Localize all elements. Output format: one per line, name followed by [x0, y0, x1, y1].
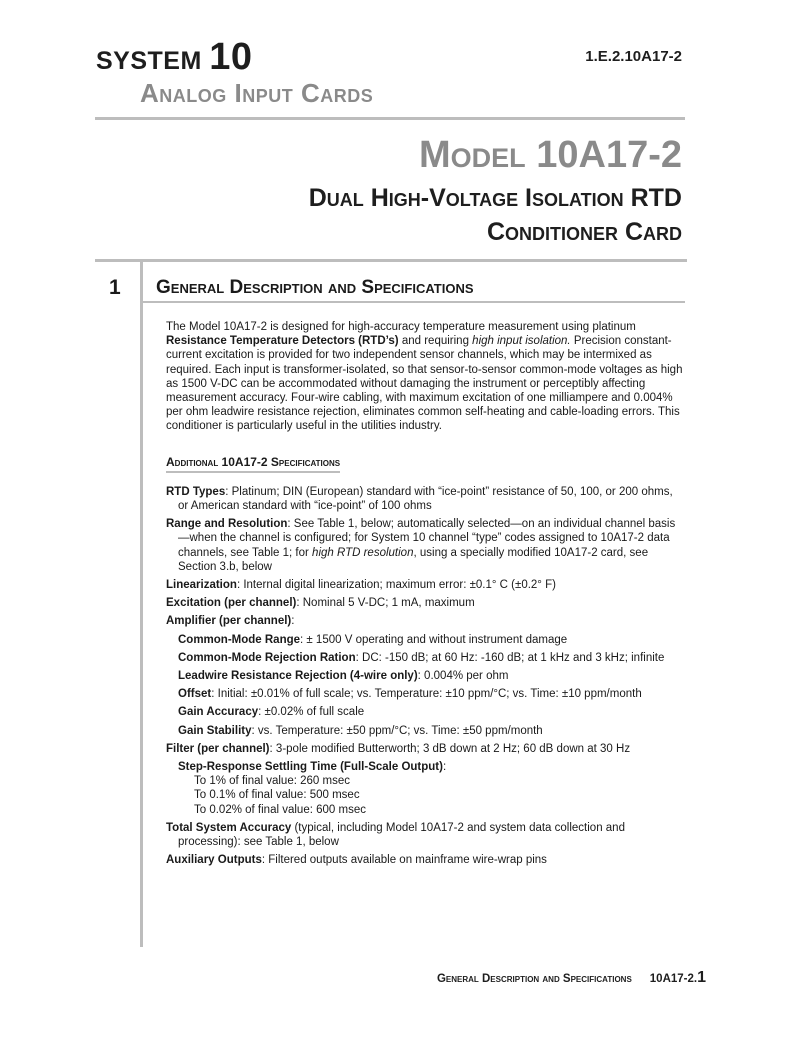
model-title: Model 10A17-2 [419, 134, 682, 176]
system-title: SYSTEM 10 [96, 36, 253, 78]
card-title-line2: Conditioner Card [486, 218, 682, 246]
spec-common-mode-range: Common-Mode Range: ± 1500 V operating and without instrument damage [178, 633, 568, 646]
specs-heading: Additional 10A17-2 Specifications [166, 455, 340, 473]
spec-excitation: Excitation (per channel): Nominal 5 V-DC; 1 mA, maximum [166, 597, 475, 610]
page-number: 10A17-2.1 [649, 969, 706, 986]
section-title: General Description and Specifications [156, 277, 474, 298]
spec-filter: Filter (per channel): 3-pole modified Butterworth; 3 dB down at 2 Hz; 60 dB down at 30 Hz [166, 742, 631, 755]
spec-amplifier: Amplifier (per channel): [166, 615, 295, 628]
section-number: 1 [109, 276, 121, 299]
spec-leadwire-rejection: Leadwire Resistance Rejection (4-wire only): 0.004% per ohm [178, 670, 509, 683]
intro-paragraph: The Model 10A17-2 is designed for high-accuracy temperature measurement using platinum Resistance Temperature Detectors (RTD’s) and requiring high input isolation. Precision constant-current excitation is provided for two independent sensor channels, which may be intermixed as required. Each input is transformer-isolated, so that sensor-to-sensor common-mode voltages as high as 1500 V-DC can be accommodated without damaging the instrument or perceptibly affecting measurement accuracy. Four-wire cabling, with maximum excitation of one milliampere and 0.004% per ohm leadwire resistance rejection, eliminates common self-heating and cable-loading errors. This conditioner is particularly useful in the utilities industry. [166, 321, 683, 433]
page-footer [437, 969, 706, 987]
section-margin-bar [140, 262, 143, 947]
spec-linearization: Linearization: Internal digital linearization; maximum error: ±0.1° C (±0.2° F) [166, 579, 556, 592]
spec-aux-outputs: Auxiliary Outputs: Filtered outputs available on mainframe wire-wrap pins [166, 854, 547, 867]
settling-0-1pct: To 0.1% of final value: 500 msec [194, 789, 360, 802]
document-id: 1.E.2.10A17-2 [585, 48, 682, 65]
spec-gain-stability: Gain Stability: vs. Temperature: ±50 ppm/°C; vs. Time: ±50 ppm/month [178, 724, 543, 737]
settling-0-02pct: To 0.02% of final value: 600 msec [194, 803, 366, 816]
spec-rtd-types: RTD Types: Platinum; DIN (European) standard with “ice-point” resistance of 50, 100, or 200 ohms, or American standard with “ice-point” of 100 ohms [166, 485, 673, 513]
section-content [166, 320, 686, 868]
settling-1pct: To 1% of final value: 260 msec [194, 775, 350, 788]
spec-gain-accuracy: Gain Accuracy: ±0.02% of full scale [178, 706, 365, 719]
model-number: 10A17-2 [536, 134, 682, 176]
header-divider [95, 117, 685, 120]
footer-title: General Description and Specifications [436, 973, 632, 985]
spec-total-accuracy: Total System Accuracy (typical, including Model 10A17-2 and system data collection and processing): see Table 1, below [166, 821, 625, 849]
spec-settling-time: Step-Response Settling Time (Full-Scale Output): [178, 761, 447, 774]
spec-range-resolution: Range and Resolution: See Table 1, below; automatically selected—on an individual channel basis—when the channel is configured; for System 10 channel “type” codes assigned to 10A17-2 data channels, see Table 1; for high RTD resolution, using a specially modified 10A17-2 card, see Section 3.b, below [166, 518, 676, 573]
system-number: 10 [209, 36, 253, 78]
section-divider [95, 259, 687, 262]
spec-cmrr: Common-Mode Rejection Ration: DC: -150 dB; at 60 Hz: -160 dB; at 1 kHz and 3 kHz; infinite [178, 651, 665, 664]
card-title-line1: Dual High-Voltage Isolation RTD [308, 184, 682, 212]
product-family: Analog Input Cards [140, 78, 374, 108]
spec-offset: Offset: Initial: ±0.01% of full scale; vs. Temperature: ±10 ppm/°C; vs. Time: ±10 ppm/month [178, 688, 642, 701]
section-title-rule [143, 301, 685, 303]
